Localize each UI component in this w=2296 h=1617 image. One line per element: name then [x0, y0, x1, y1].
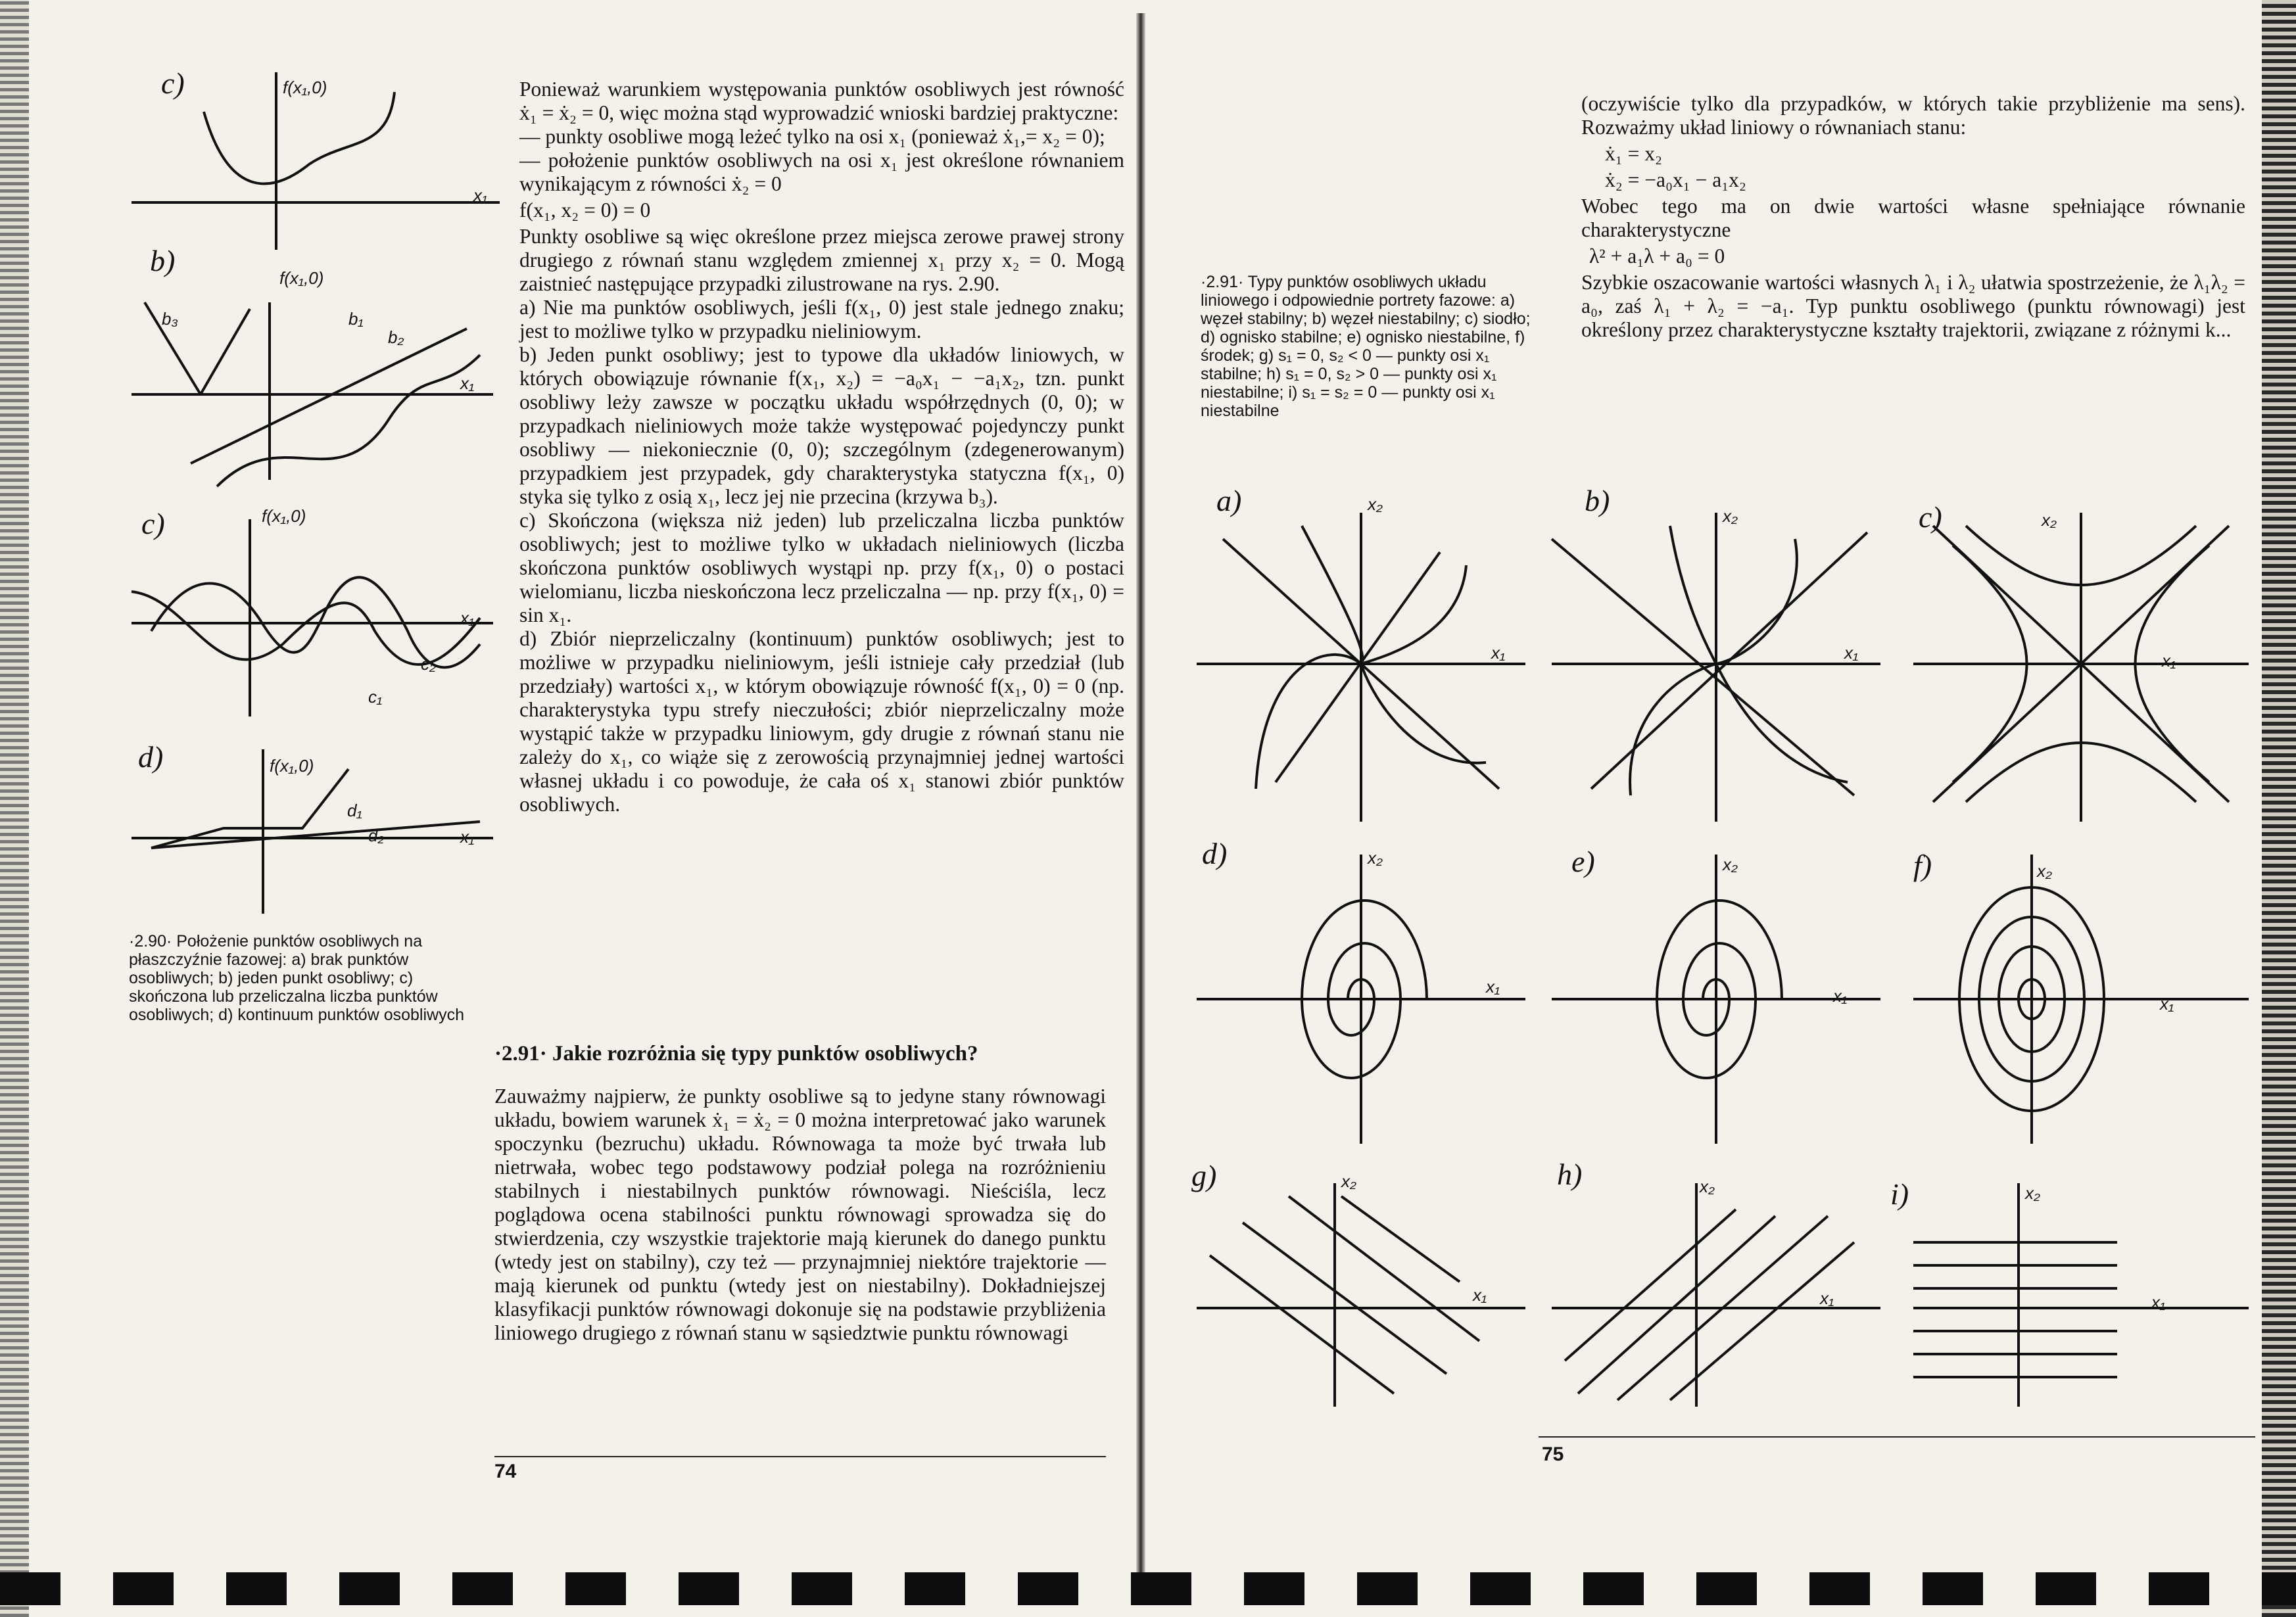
panel-a-xlabel: x₁: [473, 185, 488, 205]
panel-a-ylabel: f(x₁,0): [283, 78, 327, 97]
figure-2-90-caption: ·2.90· Położenie punktów osobliwych na płaszczyźnie fazowej: a) brak punktów osobliwych; b) jeden punkt osobliwy; c) skończona lub przeliczalna liczba punktów osobliwych; d) kontinuum punktów osobliwych: [129, 932, 464, 1024]
curve-b1-label: b₁: [348, 309, 364, 329]
figure-2-91-caption: ·2.91· Typy punktów osobliwych układu liniowego i odpowiednie portrety fazowe: a) węzeł stabilny; b) węzeł niestabilny; c) siodło; d) ognisko stabilne; e) ognisko niestabilne, f) środek; g) s₁ = 0, s₂ < 0 — punkty osi x₁ stabilne; h) s₁ = 0, s₂ > 0 — punkty osi x₁ niestabilne; i) s₁ = s₂ = 0 — punkty osi x₁ niestabilne: [1201, 273, 1531, 420]
panel-d-xlabel: x₁: [460, 827, 475, 847]
portrait-f-ylabel: x₂: [2037, 861, 2052, 881]
portrait-e-ylabel: x₂: [1723, 855, 1738, 874]
panel-b-ylabel: f(x₁,0): [279, 268, 324, 288]
portrait-g-ylabel: x₂: [1341, 1171, 1356, 1191]
right-text-column: [1581, 92, 2245, 342]
portrait-b-label: b): [1585, 484, 1610, 517]
equation-3: λ² + a₁λ + a₀ = 0: [1589, 245, 1725, 268]
portrait-a-xlabel: x₁: [1491, 643, 1506, 663]
curve-c1-label: c₁: [368, 687, 383, 707]
portrait-g-xlabel: x₁: [1473, 1285, 1487, 1305]
paragraph: (oczywiście tylko dla przypadków, w których takie przybliżenie ma sens). Rozważmy układ liniowy o równaniach stanu:: [1581, 92, 2245, 139]
equation-2: ẋ₂ = −a₀x₁ − a₁x₂: [1605, 168, 1746, 191]
paragraph: Zauważmy najpierw, że punkty osobliwe są to jedyne stany równowagi układu, bowiem warunek ẋ₁ = ẋ₂ = 0 można interpretować jako warunek spoczynku (bezruchu) układu. Równowaga ta może być trwała lub nietrwała, wobec tego podstawowy podział polega na rozróżnieniu stabilnych i niestabilnych punktów równowagi. Nieściśla, lecz poglądowa ocena stabilności punktu równowagi sprowadza się do stwierdzenia, czy wszystkie trajektorie mają kierunek do danego punktu (wtedy jest on stabilny), czy też — przynajmniej niektóre trajektorie — mają kierunek od punktu (wtedy jest on niestabilny). Dokładniejszej klasyfikacji punktów równowagi dokonuje się na podstawie przybliżenia liniowego drugiego z równań stanu w sąsiedztwie punktu równowagi: [494, 1085, 1106, 1344]
scan-edge-right: [2262, 0, 2296, 1617]
portrait-e-xlabel: x₁: [1833, 986, 1848, 1006]
formula: f(x₁, x₂ = 0) = 0: [519, 199, 651, 222]
portrait-g-label: g): [1191, 1159, 1217, 1192]
portrait-f-label: f): [1913, 849, 1932, 882]
paragraph: — położenie punktów osobliwych na osi x₁ jest określone równaniem wynikającym z równości ẋ₂ = 0: [519, 149, 1124, 195]
book-gutter: [1136, 13, 1145, 1578]
paragraph: Punkty osobliwe są więc określone przez miejsca zerowe prawej strony drugiego z równań stanu względem zmiennej x₁ przy x₂ = 0. Mogą zaistnieć następujące przypadki zilustrowane na rys. 2.90.: [519, 225, 1124, 295]
portrait-f: [1913, 855, 2249, 1144]
footer-rule: [494, 1456, 1106, 1457]
portrait-c: [1913, 513, 2249, 822]
portrait-d-xlabel: x₁: [1486, 977, 1500, 996]
portrait-i-ylabel: x₂: [2025, 1183, 2040, 1203]
portrait-h-xlabel: x₁: [1820, 1288, 1834, 1308]
portrait-a: [1197, 513, 1525, 822]
curve-b2-label: b₂: [388, 327, 404, 347]
portrait-c-label: c): [1919, 500, 1942, 534]
curve-c2-label: c₂: [421, 654, 436, 674]
paragraph: Szybkie oszacowanie wartości własnych λ₁ i λ₂ ułatwia spostrzeżenie, że λ₁λ₂ = a₀, zaś λ₁ + λ₂ = −a₁. Typ punktu osobliwego (punktu równowagi) jest określony przez charakterystyczne kształty trajektorii, związane z różnymi k...: [1581, 271, 2245, 341]
paragraph: — punkty osobliwe mogą leżeć tylko na osi x₁ (ponieważ ẋ₁,= x₂ = 0);: [519, 125, 1105, 148]
portrait-e: [1552, 855, 1880, 1144]
portrait-h-label: h): [1557, 1158, 1583, 1191]
portrait-a-ylabel: x₂: [1368, 494, 1383, 514]
portrait-a-label: a): [1216, 484, 1242, 517]
page-number-right: 75: [1542, 1443, 1564, 1465]
left-text-column-2: [494, 1085, 1106, 1345]
curve-d1-label: d₁: [347, 801, 362, 820]
equation-1: ẋ₁ = x₂: [1605, 142, 1662, 165]
curve-b3-label: b₃: [162, 309, 178, 329]
paragraph: a) Nie ma punktów osobliwych, jeśli f(x₁, 0) jest stale jednego znaku; jest to możliwe tylko w przypadku nieliniowym.: [519, 296, 1124, 342]
curve-d2-label: d₂: [368, 826, 385, 845]
panel-d-ylabel: f(x₁,0): [270, 756, 314, 776]
paragraph: b) Jeden punkt osobliwy; jest to typowe dla układów liniowych, w których obowiązuje równanie f(x₁, x₂) = −a₀x₁ − −a₁x₂, tzn. punkt osobliwy leży zawsze w początku układu współrzędnych (0, 0); w przypadkach nieliniowych może także występować pojedynczy punkt osobliwy — niekoniecznie (0, 0); szczególnym (zdegenerowanym) przypadkiem jest przypadek, gdy charakterystyka statyczna f(x₁, 0) styka się tylko z osią x₁, lecz jej nie przecina (krzywa b₃).: [519, 343, 1124, 508]
panel-c-ylabel: f(x₁,0): [262, 506, 306, 526]
portrait-b: [1552, 513, 1880, 822]
portrait-h-ylabel: x₂: [1700, 1177, 1715, 1196]
panel-d-label: d): [138, 740, 164, 774]
left-text-column: [519, 78, 1124, 816]
footer-rule-right: [1539, 1436, 2255, 1438]
portrait-d-label: d): [1202, 837, 1228, 870]
portrait-i: [1913, 1183, 2249, 1407]
scan-edge-left: [0, 0, 29, 1617]
paragraph: Wobec tego ma on dwie wartości własne spełniające równanie charakterystyczne: [1581, 195, 2245, 241]
section-heading-2-91: ·2.91· Jakie rozróżnia się typy punktów osobliwych?: [494, 1042, 978, 1066]
scan-bottom-dashes: [0, 1572, 2296, 1605]
portrait-d-ylabel: x₂: [1368, 848, 1383, 868]
paragraph: Ponieważ warunkiem występowania punktów osobliwych jest równość ẋ₁ = ẋ₂ = 0, więc można stąd wyprowadzić wnioski bardziej praktyczne:: [519, 78, 1124, 124]
portrait-f-xlabel: x₁: [2160, 994, 2174, 1014]
portrait-c-ylabel: x₂: [2042, 510, 2057, 530]
portrait-d: [1197, 855, 1525, 1144]
figure-2-91: [1184, 486, 2262, 1407]
panel-c-label: c): [141, 507, 165, 540]
portrait-e-label: e): [1571, 845, 1595, 878]
portrait-b-xlabel: x₁: [1844, 643, 1859, 663]
portrait-i-xlabel: x₁: [2151, 1292, 2166, 1312]
page-number-left: 74: [494, 1461, 517, 1482]
panel-b-xlabel: x₁: [460, 373, 475, 393]
paragraph: d) Zbiór nieprzeliczalny (kontinuum) punktów osobliwych; jest to możliwe w przypadku nieliniowym, jeśli istnieje cały przedział (lub przedziały) wartości x₁, w którym obowiązuje równość f(x₁, 0) = 0 (np. charakterystyka typu strefy nieczułości; zbiór nieprzeliczalny może wystąpić także w przypadku liniowym, gdy drugie z równań stanu nie zależy do x₁, co wiąże się z zerowością przynajmniej jednej wartości własnej układu i co powoduje, że cała oś x₁ stanowi zbiór punktów osobliwych.: [519, 627, 1124, 816]
panel-b-label: b): [150, 244, 176, 277]
portrait-b-ylabel: x₂: [1723, 506, 1738, 526]
panel-a-label: c): [161, 66, 185, 100]
portrait-c-xlabel: x₁: [2162, 651, 2176, 670]
paragraph: c) Skończona (większa niż jeden) lub przeliczalna liczba punktów osobliwych; jest to możliwe tylko w układach nieliniowych (liczba skończona punktów osobliwych wystąpi np. przy f(x₁, 0) o postaci wielomianu, liczba nieskończona lecz przeliczalna — np. przy f(x₁, 0) = sin x₁.: [519, 509, 1124, 626]
portrait-i-label: i): [1890, 1177, 1909, 1211]
panel-c-xlabel: x₁: [460, 608, 475, 628]
